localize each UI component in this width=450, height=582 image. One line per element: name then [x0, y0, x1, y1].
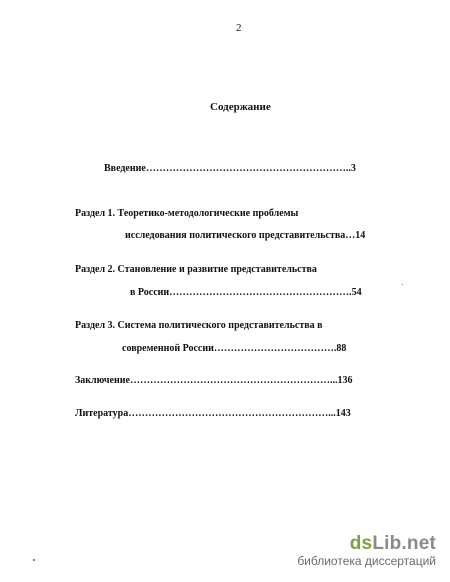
scan-speck [402, 284, 403, 285]
page-number: 2 [236, 22, 242, 34]
dslib-watermark[interactable] [297, 534, 436, 568]
logo-rest: Lib.net [372, 533, 436, 554]
toc-entry-conclusion: Заключение……………………………………………………...136 [75, 375, 353, 386]
toc-entry-section-1-line-2: исследования политического представительства…14 [125, 230, 366, 241]
toc-entry-section-3-line-2: современной России……………………………….88 [122, 343, 347, 354]
logo-prefix: ds [349, 533, 373, 554]
toc-entry-section-3-line-1: Раздел 3. Система политического представительства в [75, 320, 323, 331]
toc-entry-introduction: Введение……………………………………………………..3 [104, 163, 356, 174]
toc-entry-literature: Литература……………………………………………………...143 [75, 408, 351, 419]
dslib-tagline: библиотека диссертаций [297, 554, 436, 568]
toc-heading: Содержание [210, 101, 271, 113]
toc-entry-section-2-line-2: в России……………………………………………….54 [130, 287, 362, 298]
dslib-logo [297, 534, 436, 554]
scan-speck [33, 559, 35, 561]
toc-entry-section-1-line-1: Раздел 1. Теоретико-методологические проблемы [75, 208, 299, 219]
toc-entry-section-2-line-1: Раздел 2. Становление и развитие представительства [75, 264, 317, 275]
